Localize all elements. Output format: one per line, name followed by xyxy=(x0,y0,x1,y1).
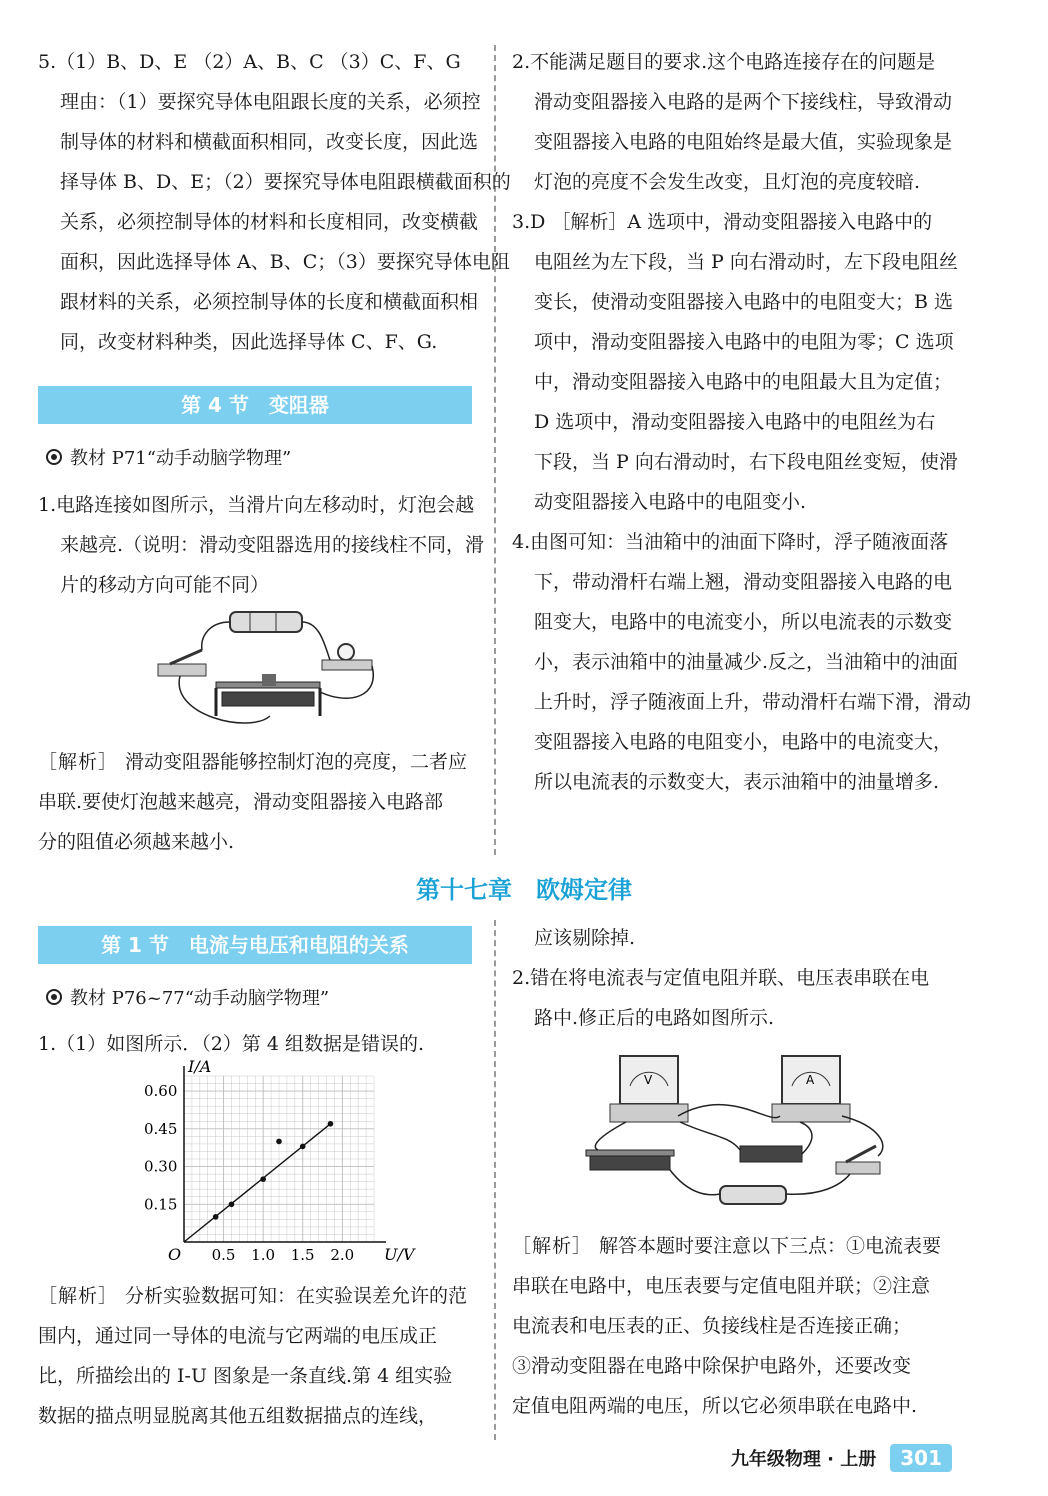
text-line: 围内，通过同一导体的电流与它两端的电压成正 xyxy=(38,1325,438,1347)
analysis-tag: ［解析］ xyxy=(38,1285,126,1307)
textbook-reference-1 xyxy=(46,984,329,1010)
text-line: 择导体 B、D、E；（2）要探究导体电阻跟横截面积的 xyxy=(60,171,511,193)
text-line: 3.D ［解析］A 选项中，滑动变阻器接入电路中的 xyxy=(512,211,933,233)
text-line: 关系，必须控制导体的材料和长度相同，改变横截 xyxy=(60,211,479,233)
text-line: ③滑动变阻器在电路中除保护电路外，还要改变 xyxy=(512,1355,912,1377)
circuit-figure-1 xyxy=(150,606,390,740)
text-line: 数据的描点明显脱离其他五组数据描点的连线， xyxy=(38,1405,438,1427)
chapter-title: 第十七章 欧姆定律 xyxy=(416,876,632,904)
text-line: 定值电阻两端的电压，所以它必须串联在电路中. xyxy=(512,1395,918,1417)
text-line: 跟材料的关系，必须控制导体的长度和横截面积相 xyxy=(60,291,479,313)
page-footer xyxy=(731,1444,952,1472)
fit-line xyxy=(184,1124,330,1242)
text-line: 解答本题时要注意以下三点：①电流表要 xyxy=(599,1235,942,1257)
analysis-section-4 xyxy=(38,742,478,862)
q5-reason xyxy=(38,82,511,362)
text-line: 所以电流表的示数变大，表示油箱中的油量增多. xyxy=(534,771,940,793)
text-line: 2.错在将电流表与定值电阻并联、电压表串联在电 xyxy=(512,967,930,989)
text-line: 串联.要使灯泡越来越亮，滑动变阻器接入电路部 xyxy=(38,791,444,813)
y-tick-label: 0.45 xyxy=(144,1119,178,1138)
section-1-title: 第 1 节 电流与电压和电阻的关系 xyxy=(38,926,472,964)
text-line: 动变阻器接入电路中的电阻变小. xyxy=(534,491,807,513)
analysis-chapter-17 xyxy=(38,1276,478,1436)
x-axis-label: U/V xyxy=(384,1245,415,1264)
data-point xyxy=(276,1139,282,1145)
column-divider-bottom xyxy=(494,920,496,1440)
reference-text: 教材 P71“动手动脑学物理” xyxy=(70,448,292,469)
book-title: 九年级物理 · 上册 xyxy=(730,1449,877,1470)
q4-text xyxy=(512,522,972,802)
target-icon xyxy=(46,989,62,1005)
analysis-text xyxy=(512,1226,960,1426)
iu-chart xyxy=(140,1057,415,1270)
text-line: 2.不能满足题目的要求.这个电路连接存在的问题是 xyxy=(512,51,936,73)
text-line: 滑动变阻器能够控制灯泡的亮度，二者应 xyxy=(125,751,468,773)
data-point xyxy=(300,1144,306,1150)
text-line: 比，所描绘出的 I-U 图象是一条直线.第 4 组实验 xyxy=(38,1365,453,1387)
text-line: 滑动变阻器接入电路的是两个下接线柱，导致滑动 xyxy=(534,91,953,113)
circuit-diagram-2 xyxy=(580,1046,900,1216)
y-tick-label: 0.60 xyxy=(144,1082,178,1101)
x-tick-label: 0.5 xyxy=(211,1246,236,1264)
q1-chapter-17 xyxy=(38,1024,478,1064)
data-point xyxy=(328,1121,334,1127)
text-line: D 选项中，滑动变阻器接入电路中的电阻丝为右 xyxy=(534,411,936,433)
circuit-diagram-1 xyxy=(150,606,390,736)
analysis-tag: ［解析］ xyxy=(512,1235,600,1257)
text-line: 分析实验数据可知：在实验误差允许的范 xyxy=(125,1285,468,1307)
circuit-figure-2 xyxy=(580,1046,900,1220)
q5-answer: 5.（1）B、D、E （2）A、B、C （3）C、F、G xyxy=(38,51,461,73)
x-tick-label: 1.0 xyxy=(251,1246,276,1264)
text-line: 串联在电路中，电压表要与定值电阻并联；②注意 xyxy=(512,1275,931,1297)
text-line xyxy=(38,1276,478,1316)
text-line: 同，改变材料种类，因此选择导体 C、F、G. xyxy=(60,331,438,353)
text-line: 制导体的材料和横截面积相同，改变长度，因此选 xyxy=(60,131,479,153)
column-divider xyxy=(494,45,496,855)
text-line: 电流表和电压表的正、负接线柱是否连接正确； xyxy=(512,1315,912,1337)
text-line: 变长，使滑动变阻器接入电路中的电阻变大；B 选 xyxy=(534,291,954,313)
text-line: 下，带动滑杆右端上翘，滑动变阻器接入电路的电 xyxy=(534,571,953,593)
y-axis-label: I/A xyxy=(188,1057,212,1076)
q2-text xyxy=(512,42,960,202)
text-line: 分的阻值必须越来越小. xyxy=(38,831,235,853)
textbook-reference-4 xyxy=(46,444,291,470)
svg-text:A: A xyxy=(806,1073,815,1087)
text-line: 下段，当 P 向右滑动时，右下段电阻丝变短，使滑 xyxy=(534,451,958,473)
iu-chart-svg xyxy=(140,1057,415,1266)
text-line: 变阻器接入电路的电阻变小，电路中的电流变大， xyxy=(534,731,953,753)
left-column-top xyxy=(38,42,511,362)
text-line: 片的移动方向可能不同） xyxy=(60,574,270,596)
y-tick-label: 0.30 xyxy=(144,1157,178,1176)
text-line: 电阻丝为左下段，当 P 向右滑动时，左下段电阻丝 xyxy=(534,251,958,273)
page-number: 301 xyxy=(890,1444,952,1472)
q1-section-4 xyxy=(38,485,485,605)
text-line: 灯泡的亮度不会发生改变，且灯泡的亮度较暗. xyxy=(534,171,921,193)
data-point xyxy=(213,1214,219,1220)
analysis-text xyxy=(38,742,478,862)
y-tick-label: 0.15 xyxy=(144,1195,178,1214)
target-icon xyxy=(46,449,62,465)
text-line: 1.电路连接如图所示，当滑片向左移动时，灯泡会越 xyxy=(38,494,475,516)
data-point xyxy=(260,1176,266,1182)
text-line: 面积，因此选择导体 A、B、C；（3）要探究导体电阻 xyxy=(60,251,510,273)
data-point xyxy=(229,1201,235,1207)
svg-text:V: V xyxy=(644,1073,653,1087)
origin-label: O xyxy=(168,1245,182,1264)
right-column-bottom xyxy=(512,918,960,1038)
analysis-text xyxy=(38,1276,478,1436)
x-tick-label: 2.0 xyxy=(330,1246,355,1264)
q1-answer: 1.（1）如图所示．（2）第 4 组数据是错误的. xyxy=(38,1033,425,1055)
text-line: 上升时，浮子随液面上升，带动滑杆右端下滑，滑动 xyxy=(534,691,972,713)
text-line: 路中.修正后的电路如图所示. xyxy=(534,1007,775,1029)
q1-text xyxy=(38,485,485,605)
section-4-title: 第 4 节 变阻器 xyxy=(38,386,472,424)
text-line: 小，表示油箱中的油量减少.反之，当油箱中的油面 xyxy=(534,651,959,673)
text-line: 阻变大，电路中的电流变小，所以电流表的示数变 xyxy=(534,611,953,633)
right-column-top xyxy=(512,42,972,802)
text-line: 4.由图可知：当油箱中的油面下降时，浮子随液面落 xyxy=(512,531,949,553)
analysis-tag: ［解析］ xyxy=(38,751,126,773)
x-tick-label: 1.5 xyxy=(290,1246,315,1264)
text-line: 理由：（1）要探究导体电阻跟长度的关系，必须控 xyxy=(60,91,481,113)
text-line xyxy=(512,1226,960,1266)
text-line: 中，滑动变阻器接入电路中的电阻最大且为定值； xyxy=(534,371,953,393)
text-line: 来越亮.（说明：滑动变阻器选用的接线柱不同，滑 xyxy=(60,534,485,556)
text-line: 变阻器接入电路的电阻始终是最大值，实验现象是 xyxy=(534,131,953,153)
analysis-right-bottom xyxy=(512,1226,960,1426)
continuation-line: 应该剔除掉. xyxy=(534,927,636,949)
q2-text xyxy=(512,958,960,1038)
text-line: 项中，滑动变阻器接入电路中的电阻为零；C 选项 xyxy=(534,331,954,353)
text-line xyxy=(38,742,478,782)
reference-text: 教材 P76~77“动手动脑学物理” xyxy=(70,988,330,1009)
q3-text xyxy=(512,202,960,522)
